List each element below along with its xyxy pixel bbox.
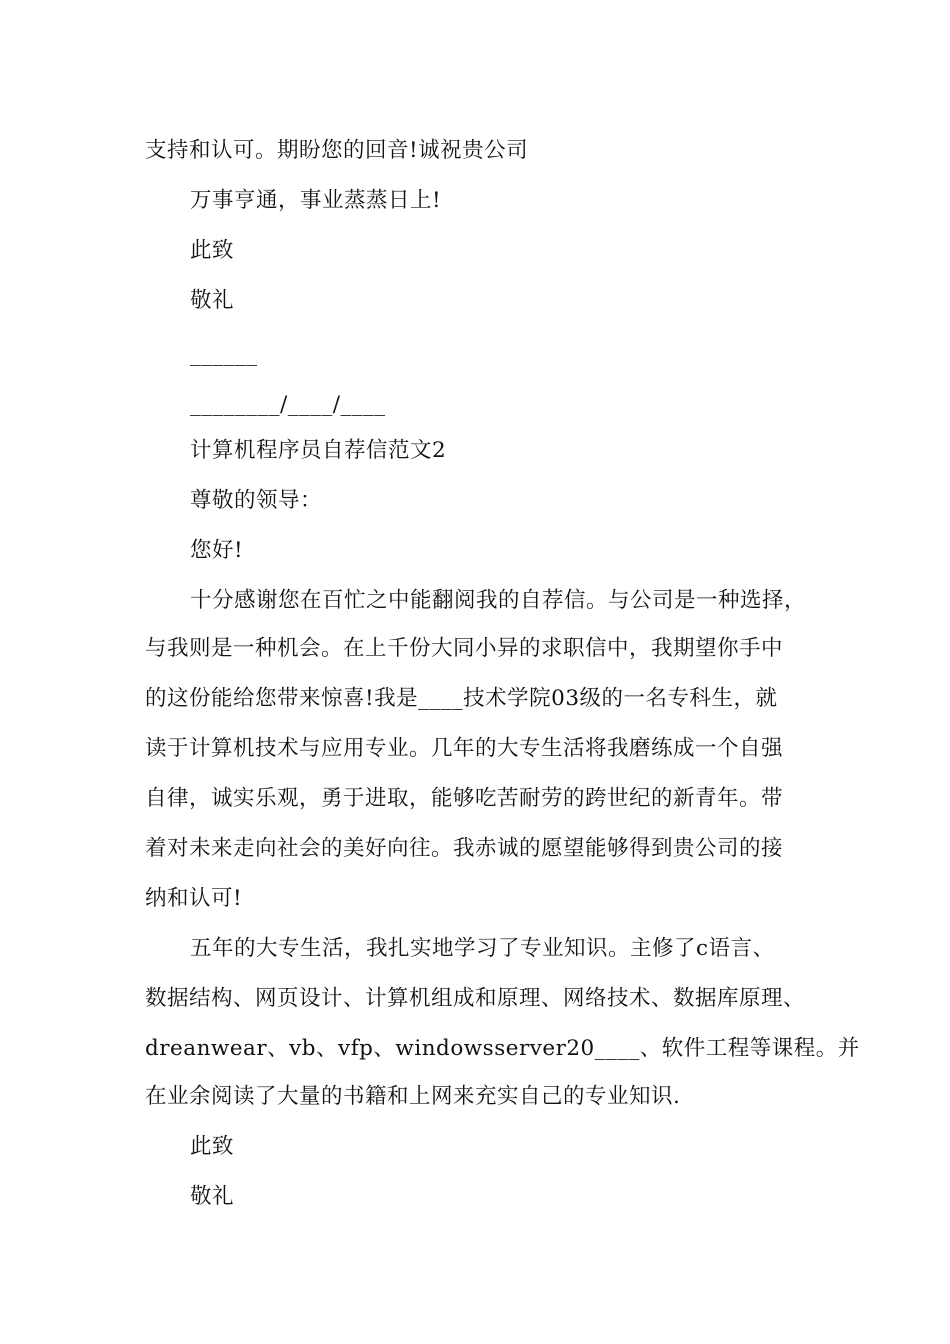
section-title: 计算机程序员自荐信范文2 <box>190 438 447 463</box>
salutation: 尊敬的领导： <box>190 488 323 513</box>
text-line: 万事亨通，事业蒸蒸日上! <box>190 188 442 213</box>
paragraph-line: 五年的大专生活，我扎实地学习了专业知识。主修了c语言、 <box>190 936 775 961</box>
paragraph-line: dreanwear、vb、vfp、windowsserver20____、软件工程等课程。并 <box>145 1036 860 1061</box>
paragraph-line: 与我则是一种机会。在上千份大同小异的求职信中，我期望你手中 <box>145 636 784 661</box>
closing-line: 此致 <box>190 238 235 263</box>
text-line: 支持和认可。期盼您的回音!诚祝贵公司 <box>145 138 529 163</box>
closing-line: 此致 <box>190 1134 235 1159</box>
paragraph-line: 的这份能给您带来惊喜!我是____技术学院03级的一名专科生，就 <box>145 686 778 711</box>
greeting: 您好! <box>190 538 244 563</box>
paragraph-line: 着对未来走向社会的美好向往。我赤诚的愿望能够得到贵公司的接 <box>145 836 784 861</box>
paragraph-line: 数据结构、网页设计、计算机组成和原理、网络技术、数据库原理、 <box>145 986 806 1011</box>
closing-line: 敬礼 <box>190 288 235 313</box>
closing-line: 敬礼 <box>190 1184 235 1209</box>
paragraph-line: 十分感谢您在百忙之中能翻阅我的自荐信。与公司是一种选择， <box>190 588 807 613</box>
paragraph-line: 自律，诚实乐观，勇于进取，能够吃苦耐劳的跨世纪的新青年。带 <box>145 786 784 811</box>
paragraph-line: 在业余阅读了大量的书籍和上网来充实自己的专业知识. <box>145 1084 681 1109</box>
paragraph-line: 读于计算机技术与应用专业。几年的大专生活将我磨练成一个自强 <box>145 736 784 761</box>
paragraph-line: 纳和认可! <box>145 886 243 911</box>
signature-blank: ______ <box>190 342 258 367</box>
date-blank: ________/____/____ <box>190 392 386 417</box>
